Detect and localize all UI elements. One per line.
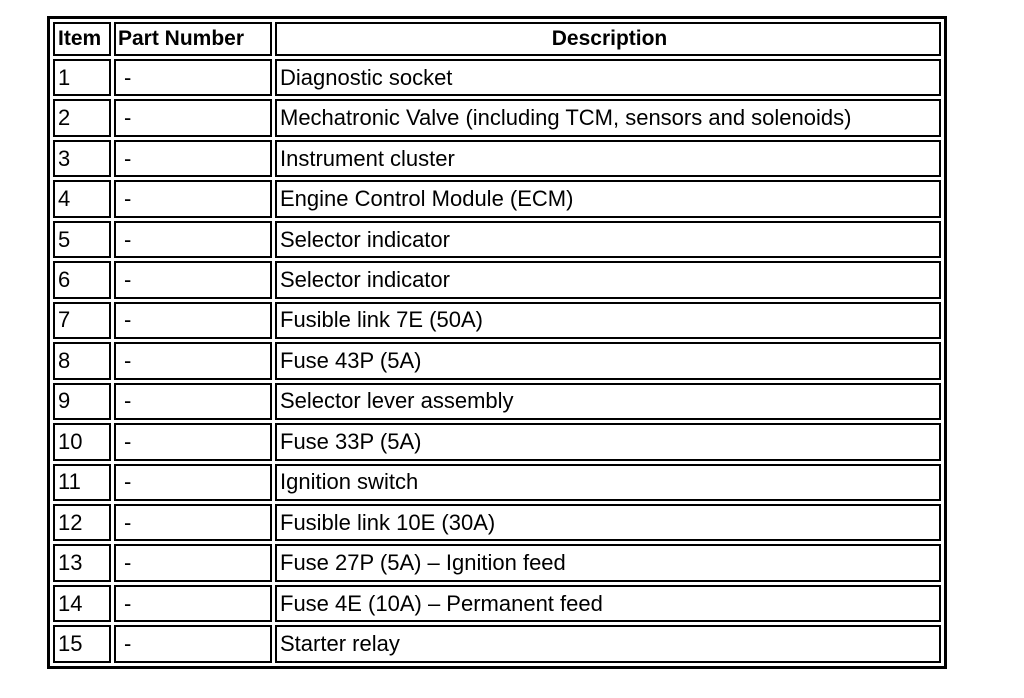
item-cell: 15 bbox=[53, 625, 111, 663]
description-cell: Selector lever assembly bbox=[275, 383, 941, 420]
part-number-cell: - bbox=[114, 261, 272, 298]
item-cell: 2 bbox=[53, 99, 111, 136]
table-row bbox=[53, 342, 941, 379]
table-row bbox=[53, 59, 941, 96]
part-number-cell: - bbox=[114, 180, 272, 217]
header-description: Description bbox=[275, 22, 941, 56]
description-cell: Fusible link 10E (30A) bbox=[275, 504, 941, 541]
part-number-cell: - bbox=[114, 585, 272, 622]
part-number-cell: - bbox=[114, 464, 272, 501]
description-cell: Mechatronic Valve (including TCM, sensors and solenoids) bbox=[275, 99, 941, 136]
item-cell: 1 bbox=[53, 59, 111, 96]
part-number-cell: - bbox=[114, 383, 272, 420]
table-row bbox=[53, 625, 941, 663]
part-number-cell: - bbox=[114, 221, 272, 258]
part-number-cell: - bbox=[114, 544, 272, 581]
item-cell: 9 bbox=[53, 383, 111, 420]
item-cell: 4 bbox=[53, 180, 111, 217]
table-header-row bbox=[53, 22, 941, 56]
description-cell: Selector indicator bbox=[275, 261, 941, 298]
item-cell: 14 bbox=[53, 585, 111, 622]
description-cell: Selector indicator bbox=[275, 221, 941, 258]
item-cell: 5 bbox=[53, 221, 111, 258]
item-cell: 13 bbox=[53, 544, 111, 581]
description-cell: Ignition switch bbox=[275, 464, 941, 501]
item-cell: 8 bbox=[53, 342, 111, 379]
parts-table bbox=[47, 16, 947, 669]
item-cell: 12 bbox=[53, 504, 111, 541]
table-row bbox=[53, 302, 941, 339]
description-cell: Fusible link 7E (50A) bbox=[275, 302, 941, 339]
table-row bbox=[53, 140, 941, 177]
table-row bbox=[53, 544, 941, 581]
description-cell: Fuse 43P (5A) bbox=[275, 342, 941, 379]
table-row bbox=[53, 464, 941, 501]
table-row bbox=[53, 99, 941, 136]
description-cell: Instrument cluster bbox=[275, 140, 941, 177]
table-row bbox=[53, 585, 941, 622]
item-cell: 7 bbox=[53, 302, 111, 339]
part-number-cell: - bbox=[114, 625, 272, 663]
part-number-cell: - bbox=[114, 423, 272, 460]
item-cell: 3 bbox=[53, 140, 111, 177]
table-row bbox=[53, 261, 941, 298]
item-cell: 6 bbox=[53, 261, 111, 298]
description-cell: Engine Control Module (ECM) bbox=[275, 180, 941, 217]
part-number-cell: - bbox=[114, 99, 272, 136]
part-number-cell: - bbox=[114, 504, 272, 541]
description-cell: Fuse 27P (5A) – Ignition feed bbox=[275, 544, 941, 581]
table-row bbox=[53, 383, 941, 420]
header-item: Item bbox=[53, 22, 111, 56]
description-cell: Fuse 33P (5A) bbox=[275, 423, 941, 460]
part-number-cell: - bbox=[114, 59, 272, 96]
description-cell: Fuse 4E (10A) – Permanent feed bbox=[275, 585, 941, 622]
item-cell: 10 bbox=[53, 423, 111, 460]
part-number-cell: - bbox=[114, 302, 272, 339]
description-cell: Diagnostic socket bbox=[275, 59, 941, 96]
part-number-cell: - bbox=[114, 140, 272, 177]
table-row bbox=[53, 504, 941, 541]
description-cell: Starter relay bbox=[275, 625, 941, 663]
table-row bbox=[53, 221, 941, 258]
part-number-cell: - bbox=[114, 342, 272, 379]
header-part-number: Part Number bbox=[114, 22, 272, 56]
item-cell: 11 bbox=[53, 464, 111, 501]
table-row bbox=[53, 423, 941, 460]
table-row bbox=[53, 180, 941, 217]
